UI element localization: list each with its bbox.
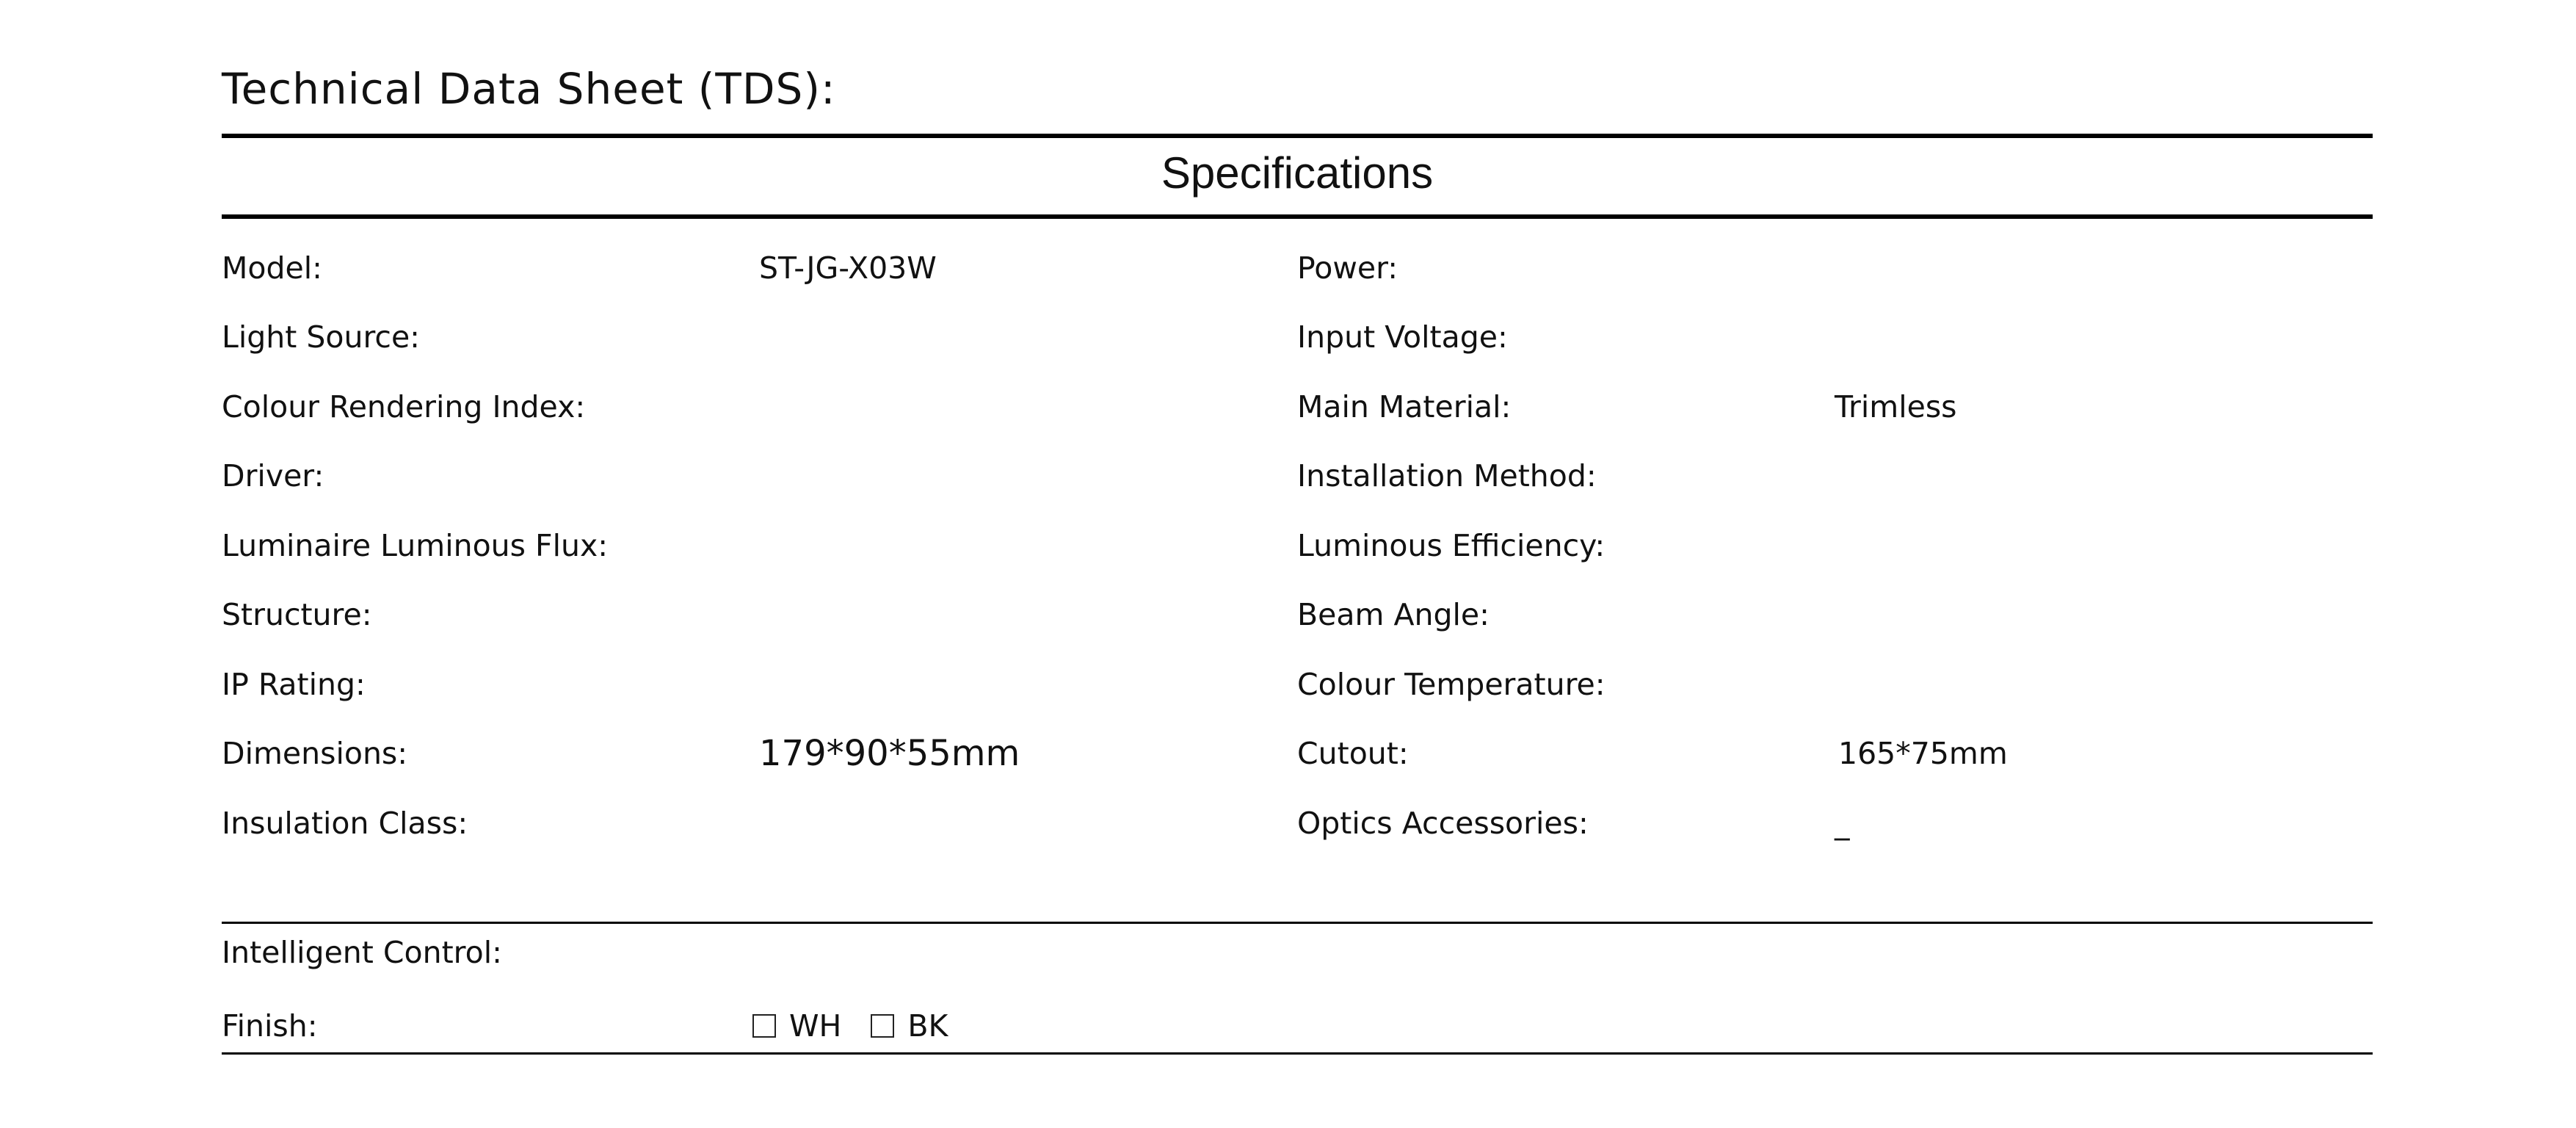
spec-row xyxy=(222,662,2373,706)
intelligent-control-row xyxy=(222,930,2373,975)
spec-row xyxy=(222,315,2373,359)
dimensions-value: 179*90*55mm xyxy=(759,733,1020,774)
extras-divider xyxy=(222,922,2373,924)
document-title: Technical Data Sheet (TDS): xyxy=(222,64,836,114)
finish-option-label: BK xyxy=(907,1008,948,1044)
insulation-class-label: Insulation Class: xyxy=(222,806,468,841)
title-divider xyxy=(222,134,2373,138)
finish-options xyxy=(752,1004,977,1048)
structure-label: Structure: xyxy=(222,597,372,632)
spec-row xyxy=(222,246,2373,290)
checkbox-icon[interactable] xyxy=(752,1014,776,1038)
intelligent-control-label: Intelligent Control: xyxy=(222,935,502,970)
model-value: ST-JG-X03W xyxy=(759,250,937,286)
light-source-label: Light Source: xyxy=(222,319,420,355)
luminous-flux-label: Luminaire Luminous Flux: xyxy=(222,528,609,563)
spec-row xyxy=(222,731,2373,776)
luminous-efficiency-label: Luminous Efficiency: xyxy=(1297,528,1606,563)
optics-accessories-label: Optics Accessories: xyxy=(1297,806,1589,841)
optics-accessories-value: _ xyxy=(1835,806,1850,841)
spec-row xyxy=(222,385,2373,429)
spec-row xyxy=(222,593,2373,637)
input-voltage-label: Input Voltage: xyxy=(1297,319,1508,355)
spec-row xyxy=(222,454,2373,498)
cri-label: Colour Rendering Index: xyxy=(222,389,586,424)
model-label: Model: xyxy=(222,250,322,286)
colour-temperature-label: Colour Temperature: xyxy=(1297,667,1606,702)
heading-divider xyxy=(222,214,2373,219)
driver-label: Driver: xyxy=(222,458,324,494)
finish-option-wh[interactable] xyxy=(752,1008,841,1044)
cutout-label: Cutout: xyxy=(1297,736,1409,771)
spec-row xyxy=(222,801,2373,845)
dimensions-label: Dimensions: xyxy=(222,736,408,771)
bottom-divider xyxy=(222,1052,2373,1055)
installation-method-label: Installation Method: xyxy=(1297,458,1597,494)
finish-option-bk[interactable] xyxy=(871,1008,948,1044)
checkbox-icon[interactable] xyxy=(871,1014,894,1038)
power-label: Power: xyxy=(1297,250,1398,286)
finish-row xyxy=(222,1004,2373,1048)
beam-angle-label: Beam Angle: xyxy=(1297,597,1490,632)
cutout-value: 165*75mm xyxy=(1838,736,2008,771)
technical-data-sheet xyxy=(222,0,2373,1128)
section-heading: Specifications xyxy=(1161,148,1434,198)
main-material-label: Main Material: xyxy=(1297,389,1512,424)
ip-rating-label: IP Rating: xyxy=(222,667,366,702)
spec-row xyxy=(222,524,2373,568)
main-material-value: Trimless xyxy=(1835,389,1957,424)
finish-label: Finish: xyxy=(222,1008,318,1044)
finish-option-label: WH xyxy=(789,1008,842,1044)
